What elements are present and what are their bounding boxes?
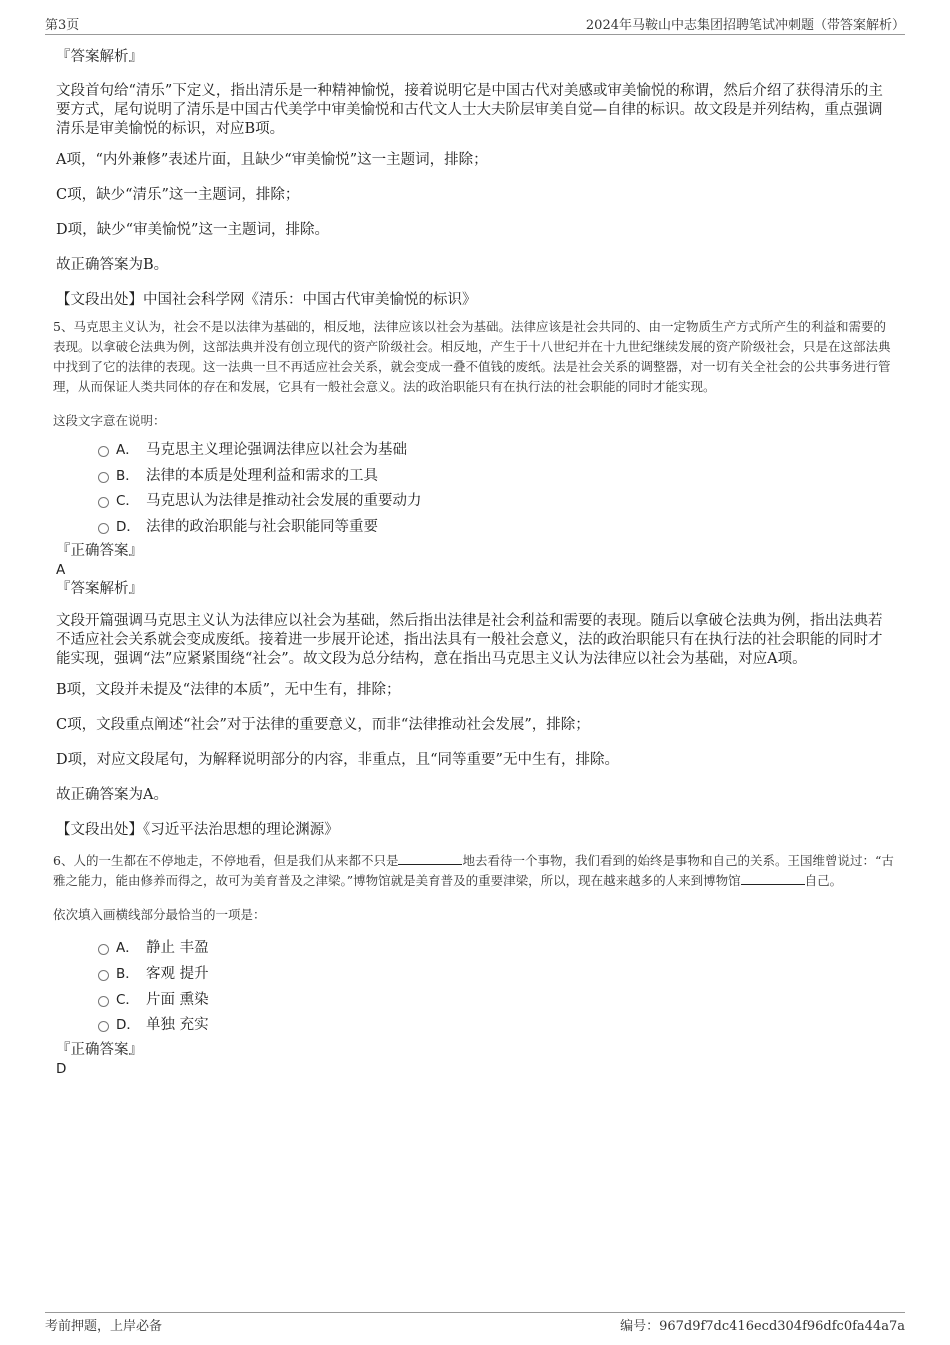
radio-icon[interactable] — [98, 472, 109, 483]
fill-blank-2 — [741, 872, 805, 885]
footer-slogan: 考前押题，上岸必备 — [45, 1319, 163, 1334]
analysis-label: 『答案解析』 — [56, 49, 143, 65]
radio-icon[interactable] — [98, 970, 109, 981]
document-title: 2024年马鞍山中志集团招聘笔试冲刺题（带答案解析） — [585, 18, 905, 33]
analysis-option-c: C项，缺少“清乐”这一主题词，排除； — [56, 187, 300, 203]
page-header — [45, 14, 905, 35]
page-number: 第3页 — [45, 18, 80, 33]
option-d[interactable]: D． 法律的政治职能与社会职能同等重要 — [56, 515, 895, 541]
option-b[interactable]: B． 客观 提升 — [56, 962, 895, 988]
analysis-label: 『答案解析』 — [56, 581, 143, 598]
option-b[interactable]: B． 法律的本质是处理利益和需求的工具 — [56, 464, 895, 490]
page-footer — [45, 1312, 905, 1335]
analysis-option-b: B项，文段并未提及“法律的本质”，无中生有，排除； — [56, 682, 401, 699]
analysis-option-c: C项，文段重点阐述“社会”对于法律的重要意义，而非“法律推动社会发展”，排除； — [56, 717, 590, 734]
radio-icon[interactable] — [98, 523, 109, 534]
radio-icon[interactable] — [98, 446, 109, 457]
correct-answer-label: 『正确答案』 — [56, 1041, 143, 1058]
answer-statement: 故正确答案为B。 — [56, 257, 169, 273]
question-6-options — [56, 936, 895, 1038]
correct-answer-value: A — [56, 562, 66, 579]
question-5-prompt: 这段文字意在说明： — [53, 413, 166, 428]
page-content — [53, 46, 895, 1079]
analysis-text: 文段首句给“清乐”下定义，指出清乐是一种精神愉悦，接着说明它是中国古代对美感或审美愉悦的称谓，然后介绍了获得清乐的主要方式，尾句说明了清乐是中国古代美学中审美愉悦和古代文人士大夫阶层审美自觉—自律的标识。故文段是并列结构，重点强调清乐是审美愉悦的标识，对应B项。 — [56, 83, 883, 137]
option-c[interactable]: C． 片面 熏染 — [56, 988, 895, 1014]
option-d[interactable]: D． 单独 充实 — [56, 1013, 895, 1039]
document-id: 编号：967d9f7dc416ecd304f96dfc0fa44a7a — [620, 1319, 905, 1334]
option-a[interactable]: A． 马克思主义理论强调法律应以社会为基础 — [56, 438, 895, 464]
analysis-option-d: D项，缺少“审美愉悦”这一主题词，排除。 — [56, 222, 329, 238]
radio-icon[interactable] — [98, 944, 109, 955]
radio-icon[interactable] — [98, 1021, 109, 1032]
option-c[interactable]: C． 马克思认为法律是推动社会发展的重要动力 — [56, 489, 895, 515]
fill-blank-1 — [398, 852, 462, 865]
question-5-options — [56, 438, 895, 540]
question-6-prompt: 依次填入画横线部分最恰当的一项是： — [53, 907, 266, 923]
source-citation: 【文段出处】中国社会科学网《清乐：中国古代审美愉悦的标识》 — [56, 292, 477, 308]
question-5-stem: 5、马克思主义认为，社会不是以法律为基础的，相反地，法律应该以社会为基础。法律应该是社会共同的、由一定物质生产方式所产生的利益和需要的表现。以拿破仑法典为例，这部法典并没有创立现代的资产阶级社会。相反地，产生于十八世纪并在十九世纪继续发展的资产阶级社会，只是在这部法典中找到了它的法律的表现。这一法典一旦不再适应社会关系，就会变成一叠不值钱的废纸。法是社会关系的调整器，对一切有关全社会的公共事务进行管理，从而保证人类共同体的存在和发展，它具有一般社会意义。法的政治职能只有在执行法的社会职能的同时才能实现。 — [53, 319, 891, 394]
option-a[interactable]: A． 静止 丰盈 — [56, 936, 895, 962]
radio-icon[interactable] — [98, 497, 109, 508]
correct-answer-value: D — [56, 1060, 67, 1077]
answer-statement: 故正确答案为A。 — [56, 787, 168, 804]
correct-answer-label: 『正确答案』 — [56, 543, 143, 560]
radio-icon[interactable] — [98, 996, 109, 1007]
question-6-stem: 6、人的一生都在不停地走，不停地看，但是我们从来都不只是 地去看待一个事物，我们看到的始终是事物和自己的关系。王国维曾说过：“古雅之能力，能由修养而得之，故可为美育普及之津梁。”博物馆就是美育普及的重要津梁，所以，现在越来越多的人来到博物馆 自己。 — [53, 853, 894, 889]
analysis-text: 文段开篇强调马克思主义认为法律应以社会为基础，然后指出法律是社会利益和需要的表现。随后以拿破仑法典为例，指出法典若不适应社会关系就会变成废纸。接着进一步展开论述，指出法具有一般社会意义，法的政治职能只有在执行法的社会职能的同时才能实现，强调“法”应紧紧围绕“社会”。故文段为总分结构，意在指出马克思主义认为法律应以社会为基础，对应A项。 — [56, 613, 883, 668]
analysis-option-d: D项，对应文段尾句，为解释说明部分的内容，非重点，且“同等重要”无中生有，排除。 — [56, 752, 619, 769]
source-citation: 【文段出处】《习近平法治思想的理论渊源》 — [56, 822, 339, 839]
analysis-option-a: A项，“内外兼修”表述片面，且缺少“审美愉悦”这一主题词，排除； — [56, 152, 488, 168]
